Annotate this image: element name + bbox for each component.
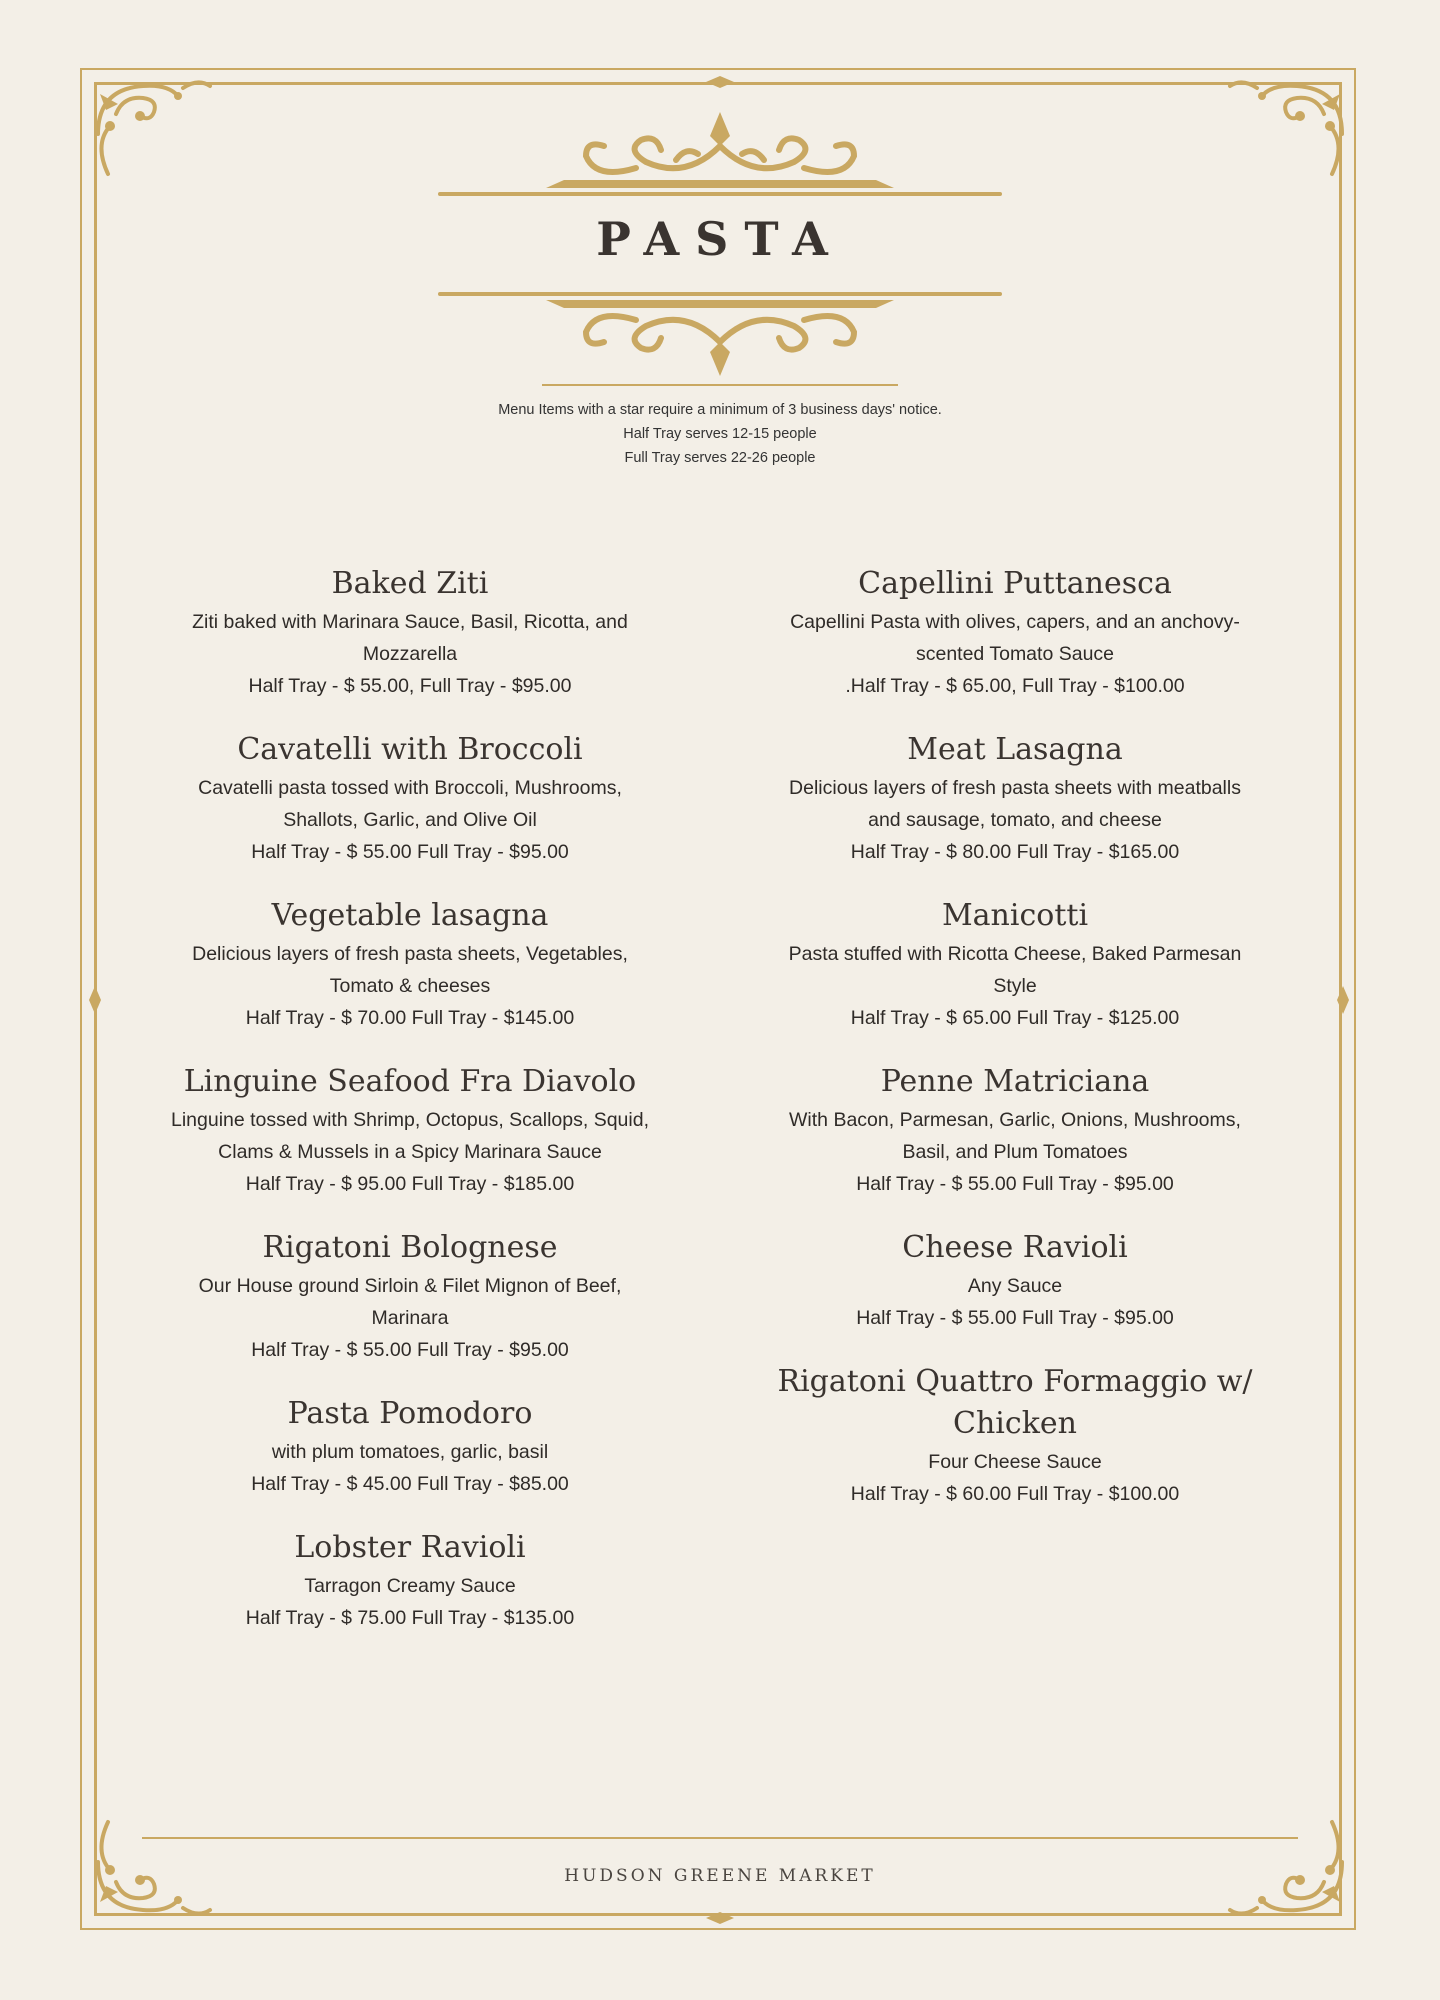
menu-item	[740, 730, 1290, 868]
item-description: Any Sauce	[967, 1275, 1063, 1297]
item-name: Meat Lasagna	[907, 732, 1123, 767]
item-name: Lobster Ravioli	[294, 1530, 526, 1565]
menu-item	[130, 730, 690, 868]
side-diamond-right-icon	[1336, 986, 1350, 1014]
footer-brand: HUDSON GREENE MARKET	[564, 1866, 876, 1886]
menu-item	[130, 1228, 690, 1366]
item-description: with plum tomatoes, garlic, basil	[271, 1441, 549, 1463]
menu-column-left	[130, 564, 690, 1662]
item-name: Rigatoni Bolognese	[262, 1230, 558, 1265]
item-description: Ziti baked with Marinara Sauce, Basil, Ricotta, and	[192, 611, 628, 633]
menu-item	[130, 896, 690, 1034]
item-description: With Bacon, Parmesan, Garlic, Onions, Mushrooms,	[789, 1109, 1241, 1131]
item-name: Penne Matriciana	[880, 1064, 1150, 1099]
item-description: Linguine tossed with Shrimp, Octopus, Scallops, Squid,	[170, 1109, 649, 1131]
item-description: Clams & Mussels in a Spicy Marinara Sauce	[218, 1141, 602, 1163]
item-price: Half Tray - $ 80.00 Full Tray - $165.00	[850, 841, 1180, 863]
item-description: Our House ground Sirloin & Filet Mignon of Beef,	[198, 1275, 622, 1297]
item-description: Mozzarella	[362, 643, 458, 665]
menu-item	[740, 896, 1290, 1034]
item-description: scented Tomato Sauce	[915, 643, 1115, 665]
item-description: Delicious layers of fresh pasta sheets with meatballs	[789, 777, 1241, 799]
item-price: Half Tray - $ 45.00 Full Tray - $85.00	[251, 1473, 569, 1495]
item-description: Shallots, Garlic, and Olive Oil	[283, 809, 537, 831]
item-price: Half Tray - $ 95.00 Full Tray - $185.00	[245, 1173, 575, 1195]
menu-item	[740, 564, 1290, 702]
header-ornament-bottom-icon	[436, 288, 1004, 378]
item-name: Linguine Seafood Fra Diavolo	[183, 1064, 637, 1099]
header-ornament-top-icon	[436, 110, 1004, 200]
item-name: Rigatoni Quattro Formaggio w/	[777, 1364, 1253, 1399]
item-price: .Half Tray - $ 65.00, Full Tray - $100.00	[845, 675, 1185, 697]
bottom-diamond-icon	[706, 1912, 734, 1924]
corner-flourish-top-right-icon	[1222, 74, 1352, 184]
menu-item	[740, 1062, 1290, 1200]
menu-item	[130, 1062, 690, 1200]
item-description: Four Cheese Sauce	[928, 1451, 1102, 1473]
item-price: Half Tray - $ 55.00 Full Tray - $95.00	[856, 1173, 1174, 1195]
menu-item	[130, 1528, 690, 1634]
item-name: Chicken	[953, 1406, 1077, 1441]
item-price: Half Tray - $ 55.00 Full Tray - $95.00	[251, 841, 569, 863]
half-tray-serving-text: Half Tray serves 12-15 people	[623, 426, 817, 442]
item-name: Pasta Pomodoro	[287, 1396, 533, 1431]
item-price: Half Tray - $ 55.00 Full Tray - $95.00	[251, 1339, 569, 1361]
item-description: Style	[993, 975, 1037, 997]
item-description: Capellini Pasta with olives, capers, and an anchovy-	[790, 611, 1240, 633]
item-description: Pasta stuffed with Ricotta Cheese, Baked Parmesan	[788, 943, 1242, 965]
full-tray-serving-text: Full Tray serves 22-26 people	[624, 450, 816, 466]
menu-column-right	[740, 564, 1290, 1538]
item-price: Half Tray - $ 75.00 Full Tray - $135.00	[245, 1607, 575, 1629]
top-diamond-icon	[706, 76, 734, 88]
item-name: Capellini Puttanesca	[858, 566, 1172, 601]
item-description: Basil, and Plum Tomatoes	[902, 1141, 1128, 1163]
item-price: Half Tray - $ 60.00 Full Tray - $100.00	[850, 1483, 1180, 1505]
item-name: Vegetable lasagna	[271, 898, 549, 933]
menu-item	[130, 1394, 690, 1500]
item-price: Half Tray - $ 70.00 Full Tray - $145.00	[245, 1007, 575, 1029]
item-name: Manicotti	[941, 898, 1089, 933]
item-description: Delicious layers of fresh pasta sheets, Vegetables,	[192, 943, 628, 965]
notes-divider	[542, 384, 898, 386]
item-description: and sausage, tomato, and cheese	[868, 809, 1162, 831]
menu-item	[740, 1228, 1290, 1334]
item-name: Cheese Ravioli	[902, 1230, 1128, 1265]
notice-text: Menu Items with a star require a minimum of 3 business days' notice.	[498, 402, 942, 418]
item-name: Cavatelli with Broccoli	[237, 732, 583, 767]
item-description: Tomato & cheeses	[329, 975, 491, 997]
item-price: Half Tray - $ 65.00 Full Tray - $125.00	[850, 1007, 1180, 1029]
corner-flourish-top-left-icon	[88, 74, 218, 184]
item-name: Baked Ziti	[331, 566, 489, 601]
footer-divider	[142, 1837, 1298, 1839]
item-price: Half Tray - $ 55.00, Full Tray - $95.00	[248, 675, 572, 697]
menu-item	[130, 564, 690, 702]
menu-notes	[0, 398, 1440, 470]
item-description: Marinara	[371, 1307, 449, 1329]
item-price: Half Tray - $ 55.00 Full Tray - $95.00	[856, 1307, 1174, 1329]
item-description: Tarragon Creamy Sauce	[304, 1575, 516, 1597]
menu-item	[740, 1362, 1290, 1510]
page-title: PASTA	[596, 212, 844, 266]
item-description: Cavatelli pasta tossed with Broccoli, Mushrooms,	[198, 777, 622, 799]
side-diamond-left-icon	[88, 986, 102, 1014]
